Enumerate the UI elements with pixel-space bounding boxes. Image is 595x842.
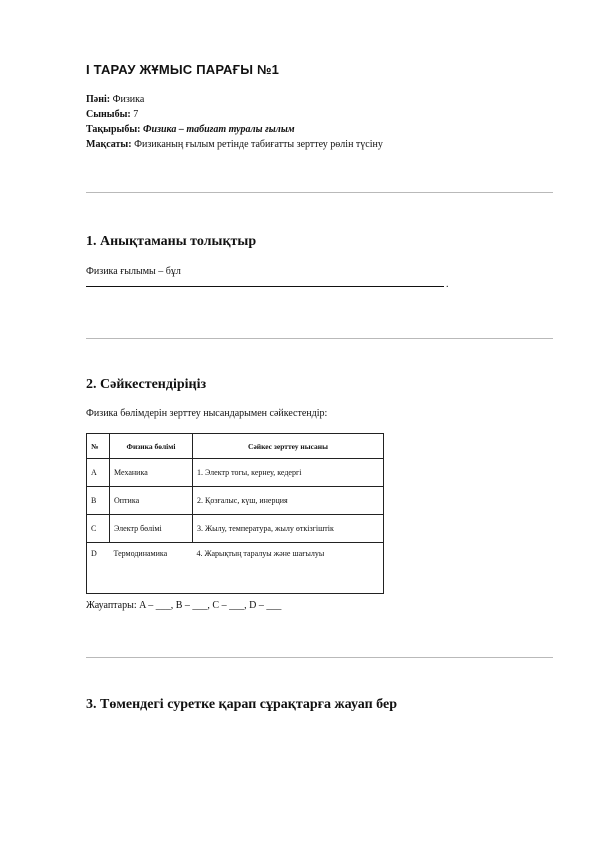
answers-line: Жауаптары: A – ___, B – ___, C – ___, D – ___ (86, 600, 282, 611)
meta-topic (86, 122, 383, 137)
worksheet-title: І ТАРАУ ЖҰМЫС ПАРАҒЫ №1 (86, 62, 280, 77)
table-row (87, 487, 384, 515)
matching-table (86, 433, 384, 594)
meta-topic-label: Тақырыбы: (86, 124, 141, 135)
row-letter: C (87, 515, 110, 543)
row-object: 2. Қозғалыс, күш, инерция (193, 487, 384, 515)
meta-subject-label: Пәні: (86, 94, 111, 105)
divider (86, 192, 553, 193)
table-header-row (87, 434, 384, 459)
row-object: 1. Электр тогы, кернеу, кедергі (193, 459, 384, 487)
row-letter: B (87, 487, 110, 515)
divider (86, 338, 553, 339)
section1-heading: 1. Анықтаманы толықтыр (86, 234, 257, 249)
section2-heading: 2. Сәйкестендіріңіз (86, 377, 207, 392)
table-header-section: Физика бөлімі (110, 434, 193, 459)
table-row (87, 459, 384, 487)
meta-goal-label: Мақсаты: (86, 139, 132, 150)
row-letter: A (87, 459, 110, 487)
row-section: Термодинамика (113, 549, 168, 558)
row-letter: D (87, 543, 110, 594)
section3-heading: 3. Төмендегі суретке қарап сұрақтарға жауап бер (86, 697, 397, 712)
table-row (87, 515, 384, 543)
worksheet-meta (86, 92, 383, 152)
meta-grade-value: 7 (133, 109, 139, 120)
meta-subject-value: Физика (112, 94, 145, 105)
answer-line[interactable] (86, 286, 444, 287)
row-section: Оптика (110, 487, 193, 515)
table-header-object: Сәйкес зерттеу нысаны (193, 434, 384, 459)
meta-topic-value: Физика – табиғат туралы ғылым (143, 124, 295, 135)
row-object: 4. Жарықтың таралуы және шағылуы (193, 543, 384, 594)
meta-goal-value: Физиканың ғылым ретінде табиғатты зерттеу рөлін түсіну (134, 139, 383, 150)
table-header-number: № (87, 434, 110, 459)
answer-line-dot: . (446, 279, 449, 290)
row-object: 3. Жылу, температура, жылу өткізгіштік (193, 515, 384, 543)
section1-prompt: Физика ғылымы – бұл (86, 266, 181, 277)
section2-instruction: Физика бөлімдерін зерттеу нысандарымен сәйкестендір: (86, 408, 328, 419)
meta-grade (86, 107, 383, 122)
row-section: Электр бөлімі (110, 515, 193, 543)
meta-grade-label: Сыныбы: (86, 109, 131, 120)
table-row (87, 543, 384, 594)
row-section: Механика (110, 459, 193, 487)
meta-subject (86, 92, 383, 107)
divider (86, 657, 553, 658)
meta-goal (86, 137, 383, 152)
